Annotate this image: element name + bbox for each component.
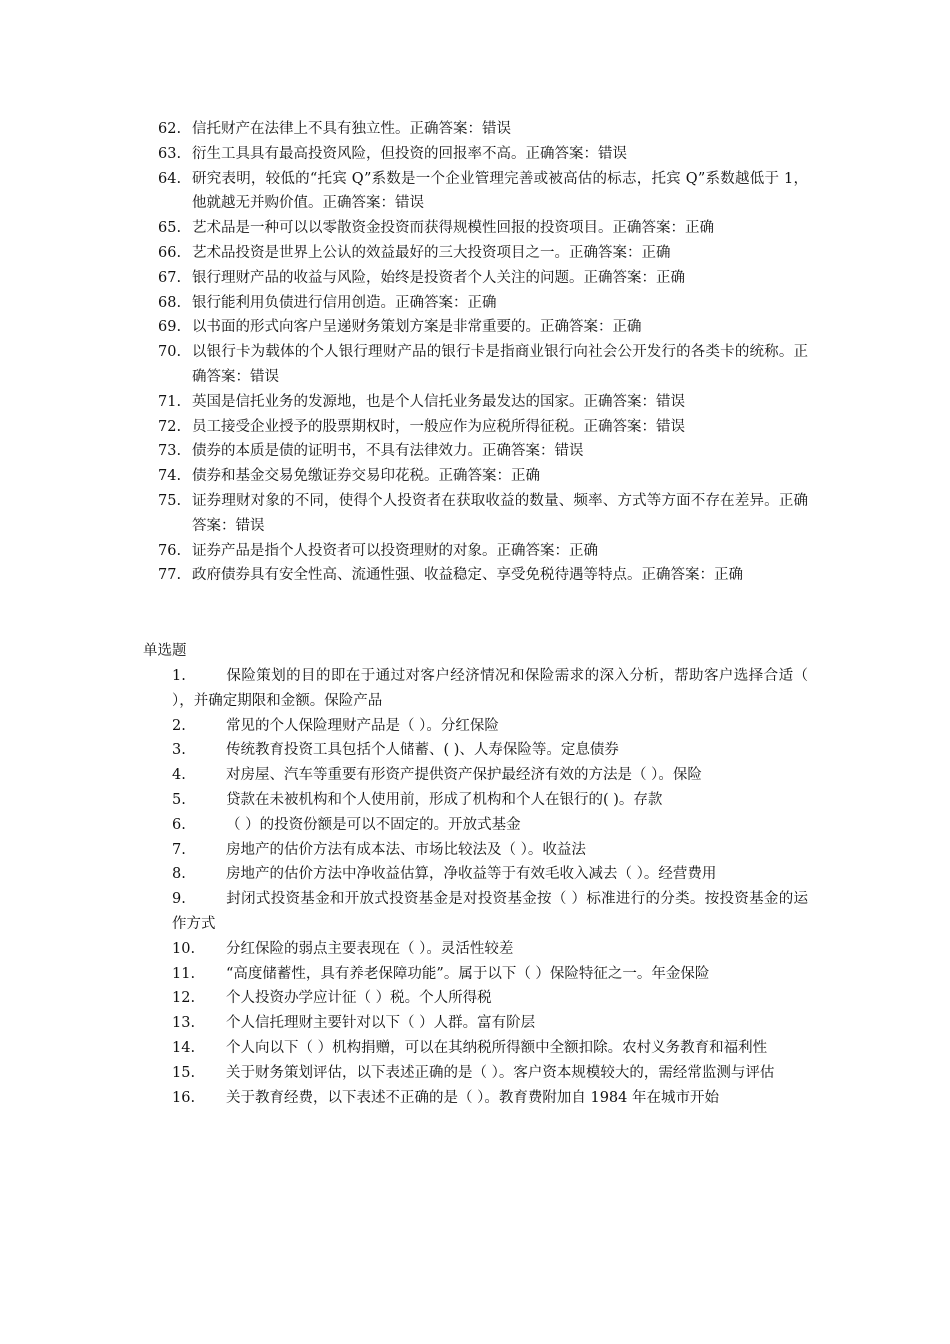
question-text: 以书面的形式向客户呈递财务策划方案是非常重要的。正确答案：正确 <box>192 319 642 336</box>
question-text: 贷款在未被机构和个人使用前，形成了机构和个人在银行的( )。存款 <box>226 791 663 808</box>
question-number: 7. <box>172 841 186 858</box>
question-number: 10. <box>172 940 196 957</box>
question-text: 艺术品是一种可以以零散资金投资而获得规模性回报的投资项目。正确答案：正确 <box>192 220 714 237</box>
single-choice-item <box>172 738 808 763</box>
section-title: 单选题 <box>143 643 187 659</box>
question-text: “高度储蓄性，具有养老保障功能”。属于以下（ ）保险特征之一。年金保险 <box>226 965 710 982</box>
single-choice-question-list <box>172 664 808 1110</box>
question-number: 5. <box>172 791 186 808</box>
question-text: 关于教育经费，以下表述不正确的是（ ）。教育费附加自 1984 年在城市开始 <box>226 1089 719 1106</box>
true-false-item <box>158 291 808 316</box>
question-number: 69. <box>158 319 182 336</box>
question-number: 11. <box>172 965 196 982</box>
single-choice-item <box>172 962 808 987</box>
true-false-item <box>158 167 808 217</box>
question-text: 信托财产在法律上不具有独立性。正确答案：错误 <box>192 121 511 137</box>
question-text: 银行理财产品的收益与风险，始终是投资者个人关注的问题。正确答案：正确 <box>192 269 685 286</box>
question-text: 个人信托理财主要针对以下（ ）人群。富有阶层 <box>226 1015 536 1032</box>
question-number: 15. <box>172 1064 196 1081</box>
true-false-item <box>158 340 808 390</box>
true-false-item <box>158 439 808 464</box>
single-choice-item <box>172 664 808 714</box>
question-text: 债券的本质是债的证明书，不具有法律效力。正确答案：错误 <box>192 443 584 460</box>
true-false-item <box>158 415 808 440</box>
question-number: 66. <box>158 244 182 261</box>
single-choice-item <box>172 887 808 937</box>
question-number: 4. <box>172 767 186 784</box>
question-text: 对房屋、汽车等重要有形资产提供资产保护最经济有效的方法是（ ）。保险 <box>226 767 702 784</box>
question-number: 14. <box>172 1039 196 1056</box>
question-text: 房地产的估价方法中净收益估算，净收益等于有效毛收入减去（ ）。经营费用 <box>226 866 717 883</box>
true-false-item <box>158 266 808 291</box>
true-false-item <box>158 563 808 588</box>
question-number: 75. <box>158 492 182 509</box>
true-false-item <box>158 390 808 415</box>
question-number: 68. <box>158 294 182 311</box>
question-number: 8. <box>172 866 186 883</box>
question-text: 房地产的估价方法有成本法、市场比较法及（ ）。收益法 <box>226 841 586 858</box>
question-number: 74. <box>158 468 182 485</box>
question-text: 政府债券具有安全性高、流通性强、收益稳定、享受免税待遇等特点。正确答案：正确 <box>192 567 743 584</box>
question-text: 以银行卡为载体的个人银行理财产品的银行卡是指商业银行向社会公开发行的各类卡的统称。正确答案：错误 <box>192 344 808 385</box>
question-number: 16. <box>172 1089 196 1106</box>
question-number: 77. <box>158 567 182 584</box>
question-text: 研究表明，较低的“托宾 Q”系数是一个企业管理完善或被高估的标志，托宾 Q”系数越低于 1，他就越无并购价值。正确答案：错误 <box>192 170 808 212</box>
single-choice-item <box>172 838 808 863</box>
single-choice-item <box>172 813 808 838</box>
question-text: 关于财务策划评估，以下表述正确的是（ ）。客户资本规模较大的，需经常监测与评估 <box>226 1064 775 1081</box>
true-false-item <box>158 315 808 340</box>
question-text: 传统教育投资工具包括个人储蓄、( )、人寿保险等。定息债券 <box>226 742 619 759</box>
single-choice-item <box>172 862 808 887</box>
question-number: 65. <box>158 220 182 237</box>
question-number: 9. <box>172 891 186 908</box>
true-false-item <box>158 117 808 142</box>
question-number: 3. <box>172 742 186 759</box>
question-number: 2. <box>172 717 186 734</box>
single-choice-item <box>172 788 808 813</box>
question-text: 个人投资办学应计征（ ）税。个人所得税 <box>226 990 492 1007</box>
question-text: 证券理财对象的不同，使得个人投资者在获取收益的数量、频率、方式等方面不存在差异。正确答案：错误 <box>192 492 808 534</box>
question-number: 67. <box>158 269 182 286</box>
question-text: 衍生工具具有最高投资风险，但投资的回报率不高。正确答案：错误 <box>192 145 627 162</box>
question-text: 个人向以下（ ）机构捐赠，可以在其纳税所得额中全额扣除。农村义务教育和福利性 <box>226 1039 768 1056</box>
question-text: 封闭式投资基金和开放式投资基金是对投资基金按（ ）标准进行的分类。按投资基金的运作方式 <box>172 891 808 932</box>
single-choice-item <box>172 763 808 788</box>
single-choice-item <box>172 714 808 739</box>
true-false-item <box>158 464 808 489</box>
true-false-item <box>158 142 808 167</box>
question-text: 员工接受企业授予的股票期权时，一般应作为应税所得征税。正确答案：错误 <box>192 418 685 435</box>
question-number: 12. <box>172 990 196 1007</box>
question-number: 62. <box>158 121 182 137</box>
question-number: 1. <box>172 668 186 684</box>
question-text: 常见的个人保险理财产品是（ ）。分红保险 <box>226 717 499 734</box>
single-choice-item <box>172 1036 808 1061</box>
question-number: 76. <box>158 542 182 559</box>
question-number: 6. <box>172 816 186 833</box>
true-false-question-list <box>158 117 808 588</box>
question-text: 英国是信托业务的发源地，也是个人信托业务最发达的国家。正确答案：错误 <box>192 393 685 410</box>
question-text: 艺术品投资是世界上公认的效益最好的三大投资项目之一。正确答案：正确 <box>192 244 671 261</box>
question-number: 64. <box>158 170 182 187</box>
true-false-item <box>158 216 808 241</box>
true-false-item <box>158 539 808 564</box>
single-choice-item <box>172 937 808 962</box>
single-choice-item <box>172 1086 808 1111</box>
question-number: 71. <box>158 393 182 410</box>
question-number: 13. <box>172 1015 196 1032</box>
question-number: 72. <box>158 418 182 435</box>
question-text: 债券和基金交易免缴证券交易印花税。正确答案：正确 <box>192 468 540 485</box>
true-false-item <box>158 489 808 539</box>
question-number: 63. <box>158 145 182 162</box>
question-text: 保险策划的目的即在于通过对客户经济情况和保险需求的深入分析，帮助客户选择合适（ ），并确定期限和金额。保险产品 <box>172 668 808 709</box>
single-choice-item <box>172 1011 808 1036</box>
question-number: 73. <box>158 443 182 460</box>
question-text: 银行能利用负债进行信用创造。正确答案：正确 <box>192 294 497 311</box>
question-number: 70. <box>158 344 182 361</box>
question-text: 证券产品是指个人投资者可以投资理财的对象。正确答案：正确 <box>192 542 598 559</box>
single-choice-item <box>172 1061 808 1086</box>
true-false-item <box>158 241 808 266</box>
question-text: （ ）的投资份额是可以不固定的。开放式基金 <box>226 816 521 833</box>
single-choice-item <box>172 986 808 1011</box>
question-text: 分红保险的弱点主要表现在（ ）。灵活性较差 <box>226 940 514 957</box>
